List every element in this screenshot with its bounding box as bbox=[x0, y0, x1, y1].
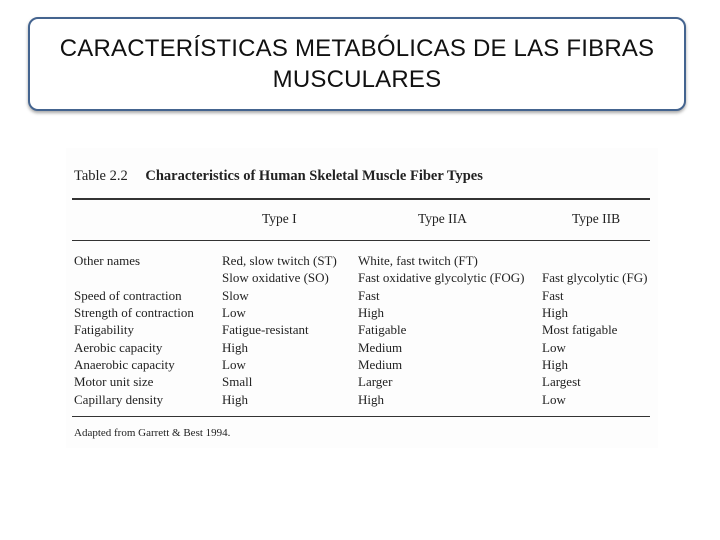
cell-type-iib: Largest bbox=[542, 374, 581, 389]
table-row bbox=[66, 374, 658, 391]
table-row bbox=[66, 322, 658, 339]
cell-type-iib: Most fatigable bbox=[542, 322, 618, 337]
slide-title-line-2: MUSCULARES bbox=[272, 66, 442, 93]
cell-type-i: Small bbox=[222, 374, 253, 389]
cell-type-i: Slow bbox=[222, 288, 249, 303]
cell-type-iia: Medium bbox=[358, 340, 403, 355]
row-label: Other names bbox=[74, 253, 141, 268]
row-label: Motor unit size bbox=[74, 374, 154, 389]
slide-title-line-1: CARACTERÍSTICAS METABÓLICAS DE LAS FIBRAS bbox=[59, 35, 655, 62]
table-row bbox=[66, 340, 658, 357]
header-type-iia: Type IIA bbox=[418, 211, 467, 226]
cell-type-iia: High bbox=[358, 392, 384, 407]
cell-type-iia: Medium bbox=[358, 357, 403, 372]
row-label: Strength of contraction bbox=[74, 305, 194, 320]
row-label: Anaerobic capacity bbox=[74, 357, 175, 372]
table-title bbox=[74, 168, 483, 185]
slide-title bbox=[60, 33, 655, 95]
source-note: Adapted from Garrett & Best 1994. bbox=[74, 427, 231, 439]
row-label: Aerobic capacity bbox=[74, 340, 163, 355]
cell-type-iib: Fast glycolytic (FG) bbox=[542, 270, 648, 285]
cell-type-iib: Fast bbox=[542, 288, 564, 303]
cell-type-iib: Low bbox=[542, 340, 566, 355]
cell-type-iia: White, fast twitch (FT) bbox=[358, 253, 478, 268]
table-row bbox=[66, 270, 658, 287]
cell-type-iia: Fast bbox=[358, 288, 380, 303]
cell-type-i: High bbox=[222, 340, 248, 355]
table-caption: Characteristics of Human Skeletal Muscle Fiber Types bbox=[145, 168, 483, 184]
table-image bbox=[66, 148, 658, 448]
table-row bbox=[66, 253, 658, 270]
cell-type-i: Fatigue-resistant bbox=[222, 322, 309, 337]
header-rule bbox=[72, 240, 650, 241]
bottom-rule bbox=[72, 416, 650, 417]
cell-type-i: Slow oxidative (SO) bbox=[222, 270, 329, 285]
cell-type-iib: High bbox=[542, 305, 568, 320]
top-rule bbox=[72, 198, 650, 200]
table-row bbox=[66, 305, 658, 322]
cell-type-i: Low bbox=[222, 305, 246, 320]
cell-type-i: Low bbox=[222, 357, 246, 372]
table-row bbox=[66, 357, 658, 374]
row-label: Capillary density bbox=[74, 392, 164, 407]
cell-type-i: High bbox=[222, 392, 248, 407]
table-row bbox=[66, 288, 658, 305]
row-label: Speed of contraction bbox=[74, 288, 182, 303]
cell-type-iib: Low bbox=[542, 392, 566, 407]
cell-type-i: Red, slow twitch (ST) bbox=[222, 253, 337, 268]
header-type-i: Type I bbox=[262, 211, 297, 226]
cell-type-iia: High bbox=[358, 305, 384, 320]
table-number: Table 2.2 bbox=[74, 168, 128, 184]
header-type-iib: Type IIB bbox=[572, 211, 621, 226]
table-row bbox=[66, 392, 658, 409]
cell-type-iia: Fatigable bbox=[358, 322, 407, 337]
cell-type-iib: High bbox=[542, 357, 568, 372]
slide-title-box bbox=[28, 17, 686, 111]
cell-type-iia: Fast oxidative glycolytic (FOG) bbox=[358, 270, 525, 285]
cell-type-iia: Larger bbox=[358, 374, 393, 389]
row-label: Fatigability bbox=[74, 322, 134, 337]
